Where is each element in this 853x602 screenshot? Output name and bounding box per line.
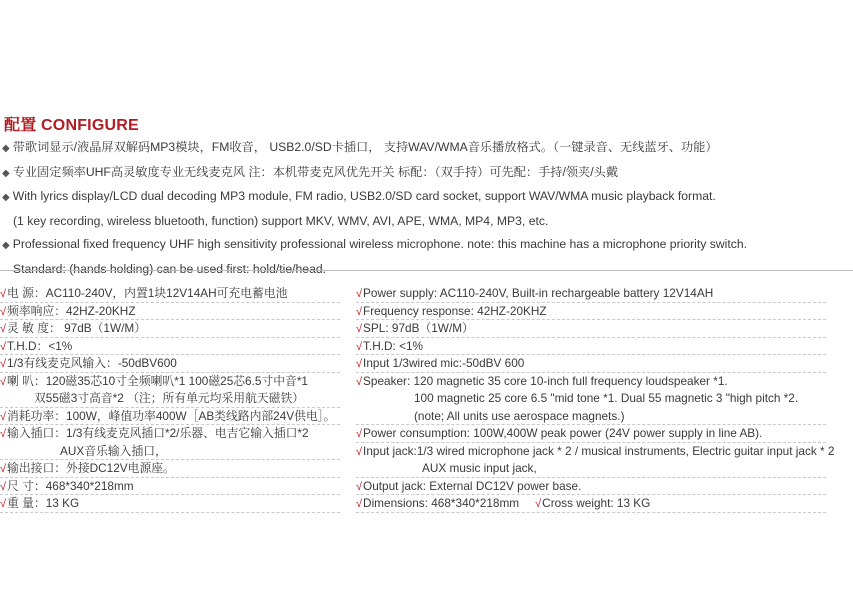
check-icon: √ bbox=[0, 358, 7, 370]
bullet-line bbox=[2, 185, 850, 210]
bullet-line bbox=[2, 233, 850, 258]
bullet-text: (1 key recording, wireless bluetooth, function) support MKV, WMV, AVI, APE, WMA, MP4, MP3, etc. bbox=[13, 213, 549, 228]
spec-row bbox=[0, 303, 340, 321]
spec-text: 输入插口：1/3有线麦克风插口*2/乐器、电吉它输入插口*2 bbox=[7, 426, 309, 440]
spec-row-continued bbox=[356, 460, 826, 478]
spec-text: AUX音乐输入插口， bbox=[60, 443, 167, 458]
check-icon: √ bbox=[356, 445, 363, 458]
spec-row bbox=[356, 320, 826, 338]
spec-list-english bbox=[356, 285, 835, 513]
check-icon: √ bbox=[356, 358, 363, 370]
bullet-text: Standard: (hands holding) can be used first: hold/tie/head. bbox=[13, 261, 327, 276]
bullet-line bbox=[2, 161, 850, 186]
check-icon: √ bbox=[356, 480, 363, 493]
spec-row-continued bbox=[0, 443, 340, 461]
spec-text: Power supply: AC110-240V, Built-in rechargeable battery 12V14AH bbox=[363, 286, 714, 300]
spec-text: 消耗功率：100W，峰值功率400W［AB类线路内部24V供电］。 bbox=[7, 408, 336, 423]
diamond-bullet-icon: ◆ bbox=[2, 167, 10, 179]
feature-bullets bbox=[2, 136, 850, 281]
spec-row bbox=[356, 425, 826, 443]
spec-row-continued bbox=[356, 390, 826, 408]
check-icon: √ bbox=[0, 305, 7, 318]
spec-row bbox=[0, 355, 340, 373]
diamond-bullet-icon: ◆ bbox=[2, 192, 10, 203]
spec-row bbox=[356, 373, 826, 391]
section-divider bbox=[0, 270, 853, 271]
spec-text: T.H.D：<1% bbox=[7, 338, 73, 353]
spec-row-continued bbox=[0, 390, 340, 408]
spec-row bbox=[356, 355, 826, 373]
spec-row bbox=[0, 373, 340, 391]
spec-text: 频率响应：42HZ-20KHZ bbox=[7, 303, 136, 318]
section-title: 配置 CONFIGURE bbox=[4, 117, 139, 134]
spec-row bbox=[0, 495, 340, 513]
bullet-text: With lyrics display/LCD dual decoding MP3 module, FM radio, USB2.0/SD card socket, support WAV/WMA music playback format. bbox=[12, 189, 716, 203]
bullet-line-continued bbox=[2, 210, 850, 234]
spec-text: 喇 叭：120磁35芯10寸全频喇叭*1 100磁25芯6.5寸中音*1 bbox=[7, 373, 308, 388]
check-icon: √ bbox=[356, 428, 363, 440]
check-icon: √ bbox=[0, 323, 7, 335]
check-icon: √ bbox=[356, 323, 363, 335]
bullet-text: 专业固定频率UHF高灵敏度专业无线麦克风 注：本机带麦克风优先开关 标配：（双手持）可先配：手持/领夹/头戴 bbox=[12, 164, 619, 179]
spec-text: 输出接口：外接DC12V电源座。 bbox=[7, 461, 175, 475]
check-icon: √ bbox=[356, 305, 363, 318]
check-icon: √ bbox=[0, 480, 7, 493]
bullet-text: 带歌词显示/液晶屏双解码MP3模块，FM收音， USB2.0/SD卡插口， 支持WAV/WMA音乐播放格式。（一键录音、无线蓝牙、功能） bbox=[12, 140, 718, 154]
spec-text: Output jack: External DC12V power base. bbox=[363, 478, 582, 493]
spec-text: 重 量：13 KG bbox=[7, 496, 80, 510]
spec-text: 灵 敏 度： 97dB（1W/M） bbox=[7, 321, 147, 335]
check-icon: √ bbox=[0, 463, 7, 475]
spec-text: Power consumption: 100W,400W peak power (24V power supply in line AB). bbox=[363, 426, 763, 440]
check-icon: √ bbox=[356, 375, 363, 388]
spec-text: 电 源：AC110-240V，内置1块12V14AH可充电蓄电池 bbox=[7, 286, 288, 300]
diamond-bullet-icon: ◆ bbox=[2, 240, 10, 251]
check-icon: √ bbox=[0, 340, 7, 353]
check-icon: √ bbox=[0, 410, 7, 423]
spec-text: Input jack:1/3 wired microphone jack * 2 / musical instruments, Electric guitar input jack * 2 bbox=[363, 443, 835, 458]
spec-text: T.H.D: <1% bbox=[363, 338, 424, 353]
spec-text: Speaker: 120 magnetic 35 core 10-inch full frequency loudspeaker *1. bbox=[363, 373, 728, 388]
check-icon: √ bbox=[356, 288, 363, 300]
spec-row bbox=[356, 303, 826, 321]
spec-text: 1/3有线麦克风输入：-50dBV600 bbox=[7, 356, 177, 370]
check-icon: √ bbox=[0, 288, 7, 300]
check-icon: √ bbox=[535, 498, 542, 510]
spec-row bbox=[0, 408, 340, 426]
diamond-bullet-icon: ◆ bbox=[2, 143, 10, 154]
spec-row bbox=[0, 460, 340, 478]
spec-list-chinese bbox=[0, 285, 340, 513]
check-icon: √ bbox=[356, 340, 363, 353]
check-icon: √ bbox=[0, 498, 7, 510]
spec-row bbox=[0, 478, 340, 496]
spec-row bbox=[0, 338, 340, 356]
spec-row bbox=[356, 478, 826, 496]
spec-text: (note; All units use aerospace magnets.) bbox=[414, 408, 625, 423]
spec-text: 双55磁3寸高音*2 （注；所有单元均采用航天磁铁） bbox=[34, 391, 305, 405]
spec-text: Dimensions: 468*340*218mm bbox=[363, 496, 520, 510]
spec-text: 尺 寸：468*340*218mm bbox=[7, 478, 134, 493]
bullet-text: Professional fixed frequency UHF high sensitivity professional wireless microphone. note: this machine has a microphone priority switch. bbox=[12, 237, 747, 251]
spec-row bbox=[356, 495, 826, 513]
spec-text: Input 1/3wired mic:-50dBV 600 bbox=[363, 356, 525, 370]
spec-row bbox=[356, 285, 826, 303]
check-icon: √ bbox=[356, 498, 363, 510]
spec-row-continued bbox=[356, 408, 826, 426]
bullet-line bbox=[2, 136, 850, 161]
spec-text: AUX music input jack, bbox=[422, 461, 537, 475]
spec-text: SPL: 97dB（1W/M） bbox=[363, 321, 474, 335]
spec-text: Frequency response: 42HZ-20KHZ bbox=[363, 303, 547, 318]
spec-text: 100 magnetic 25 core 6.5 "mid tone *1. Dual 55 magnetic 3 "high pitch *2. bbox=[414, 391, 799, 405]
check-icon: √ bbox=[0, 375, 7, 388]
spec-row bbox=[0, 320, 340, 338]
spec-text: Cross weight: 13 KG bbox=[542, 496, 651, 510]
check-icon: √ bbox=[0, 428, 7, 440]
spec-row bbox=[0, 285, 340, 303]
spec-row bbox=[0, 425, 340, 443]
spec-row bbox=[356, 338, 826, 356]
spec-row bbox=[356, 443, 835, 461]
